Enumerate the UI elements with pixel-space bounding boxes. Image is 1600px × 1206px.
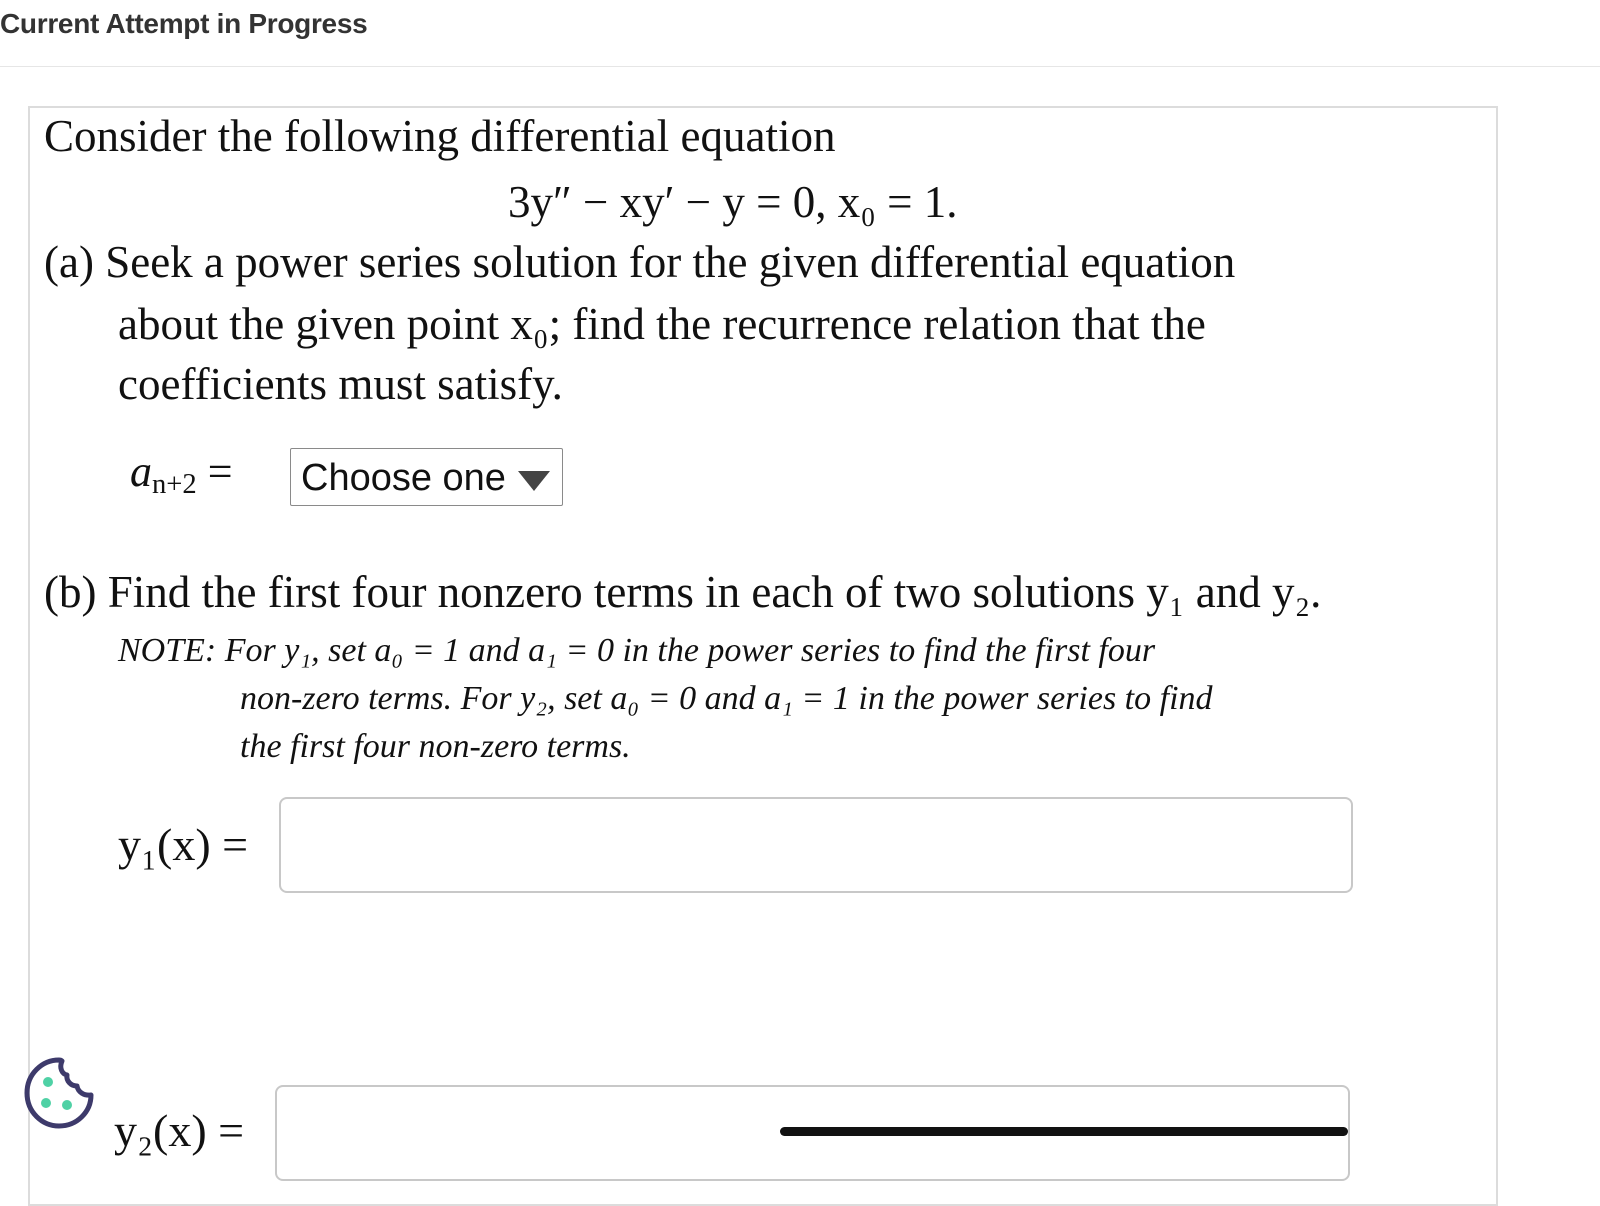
recurrence-label-subscript: n+2 [152,469,197,501]
dropdown-arrow-icon [518,471,550,491]
y1-label: y₁(x) = [118,819,249,870]
attempt-status-title: Current Attempt in Progress [0,8,368,39]
differential-equation: 3y″ − xy′ − y = 0, x₀ = 1. [508,177,958,227]
cookie-settings-button[interactable] [22,1056,96,1130]
part-b-note-line-1: NOTE: For y₁, set a₀ = 1 and a₁ = 0 in the power series to find the first four [118,632,1156,669]
part-a-text-line-3: coefficients must satisfy. [118,359,563,409]
recurrence-label-variable: a [130,447,152,496]
part-a-text-line-1: (a) Seek a power series solution for the given differential equation [44,237,1236,287]
page-header [0,0,1600,67]
part-b-note-line-2: non-zero terms. For y₂, set a₀ = 0 and a₁ = 1 in the power series to find [240,680,1213,717]
recurrence-label-equals: = [196,447,233,496]
y1-answer-input[interactable] [279,797,1353,893]
recurrence-relation-dropdown[interactable] [290,448,563,506]
part-a-text-line-2: about the given point x₀; find the recurrence relation that the [118,299,1206,349]
dropdown-selected-value: Choose one [301,457,506,499]
y2-label: y₂(x) = [114,1105,245,1156]
horizontal-scrollbar[interactable] [780,1127,1348,1136]
part-b-note-line-3: the first four non-zero terms. [240,728,631,765]
cookie-icon [22,1056,96,1130]
part-b-text-line-1: (b) Find the first four nonzero terms in each of two solutions y₁ and y₂. [44,567,1322,617]
question-intro: Consider the following differential equation [44,111,836,161]
recurrence-label [130,446,233,501]
